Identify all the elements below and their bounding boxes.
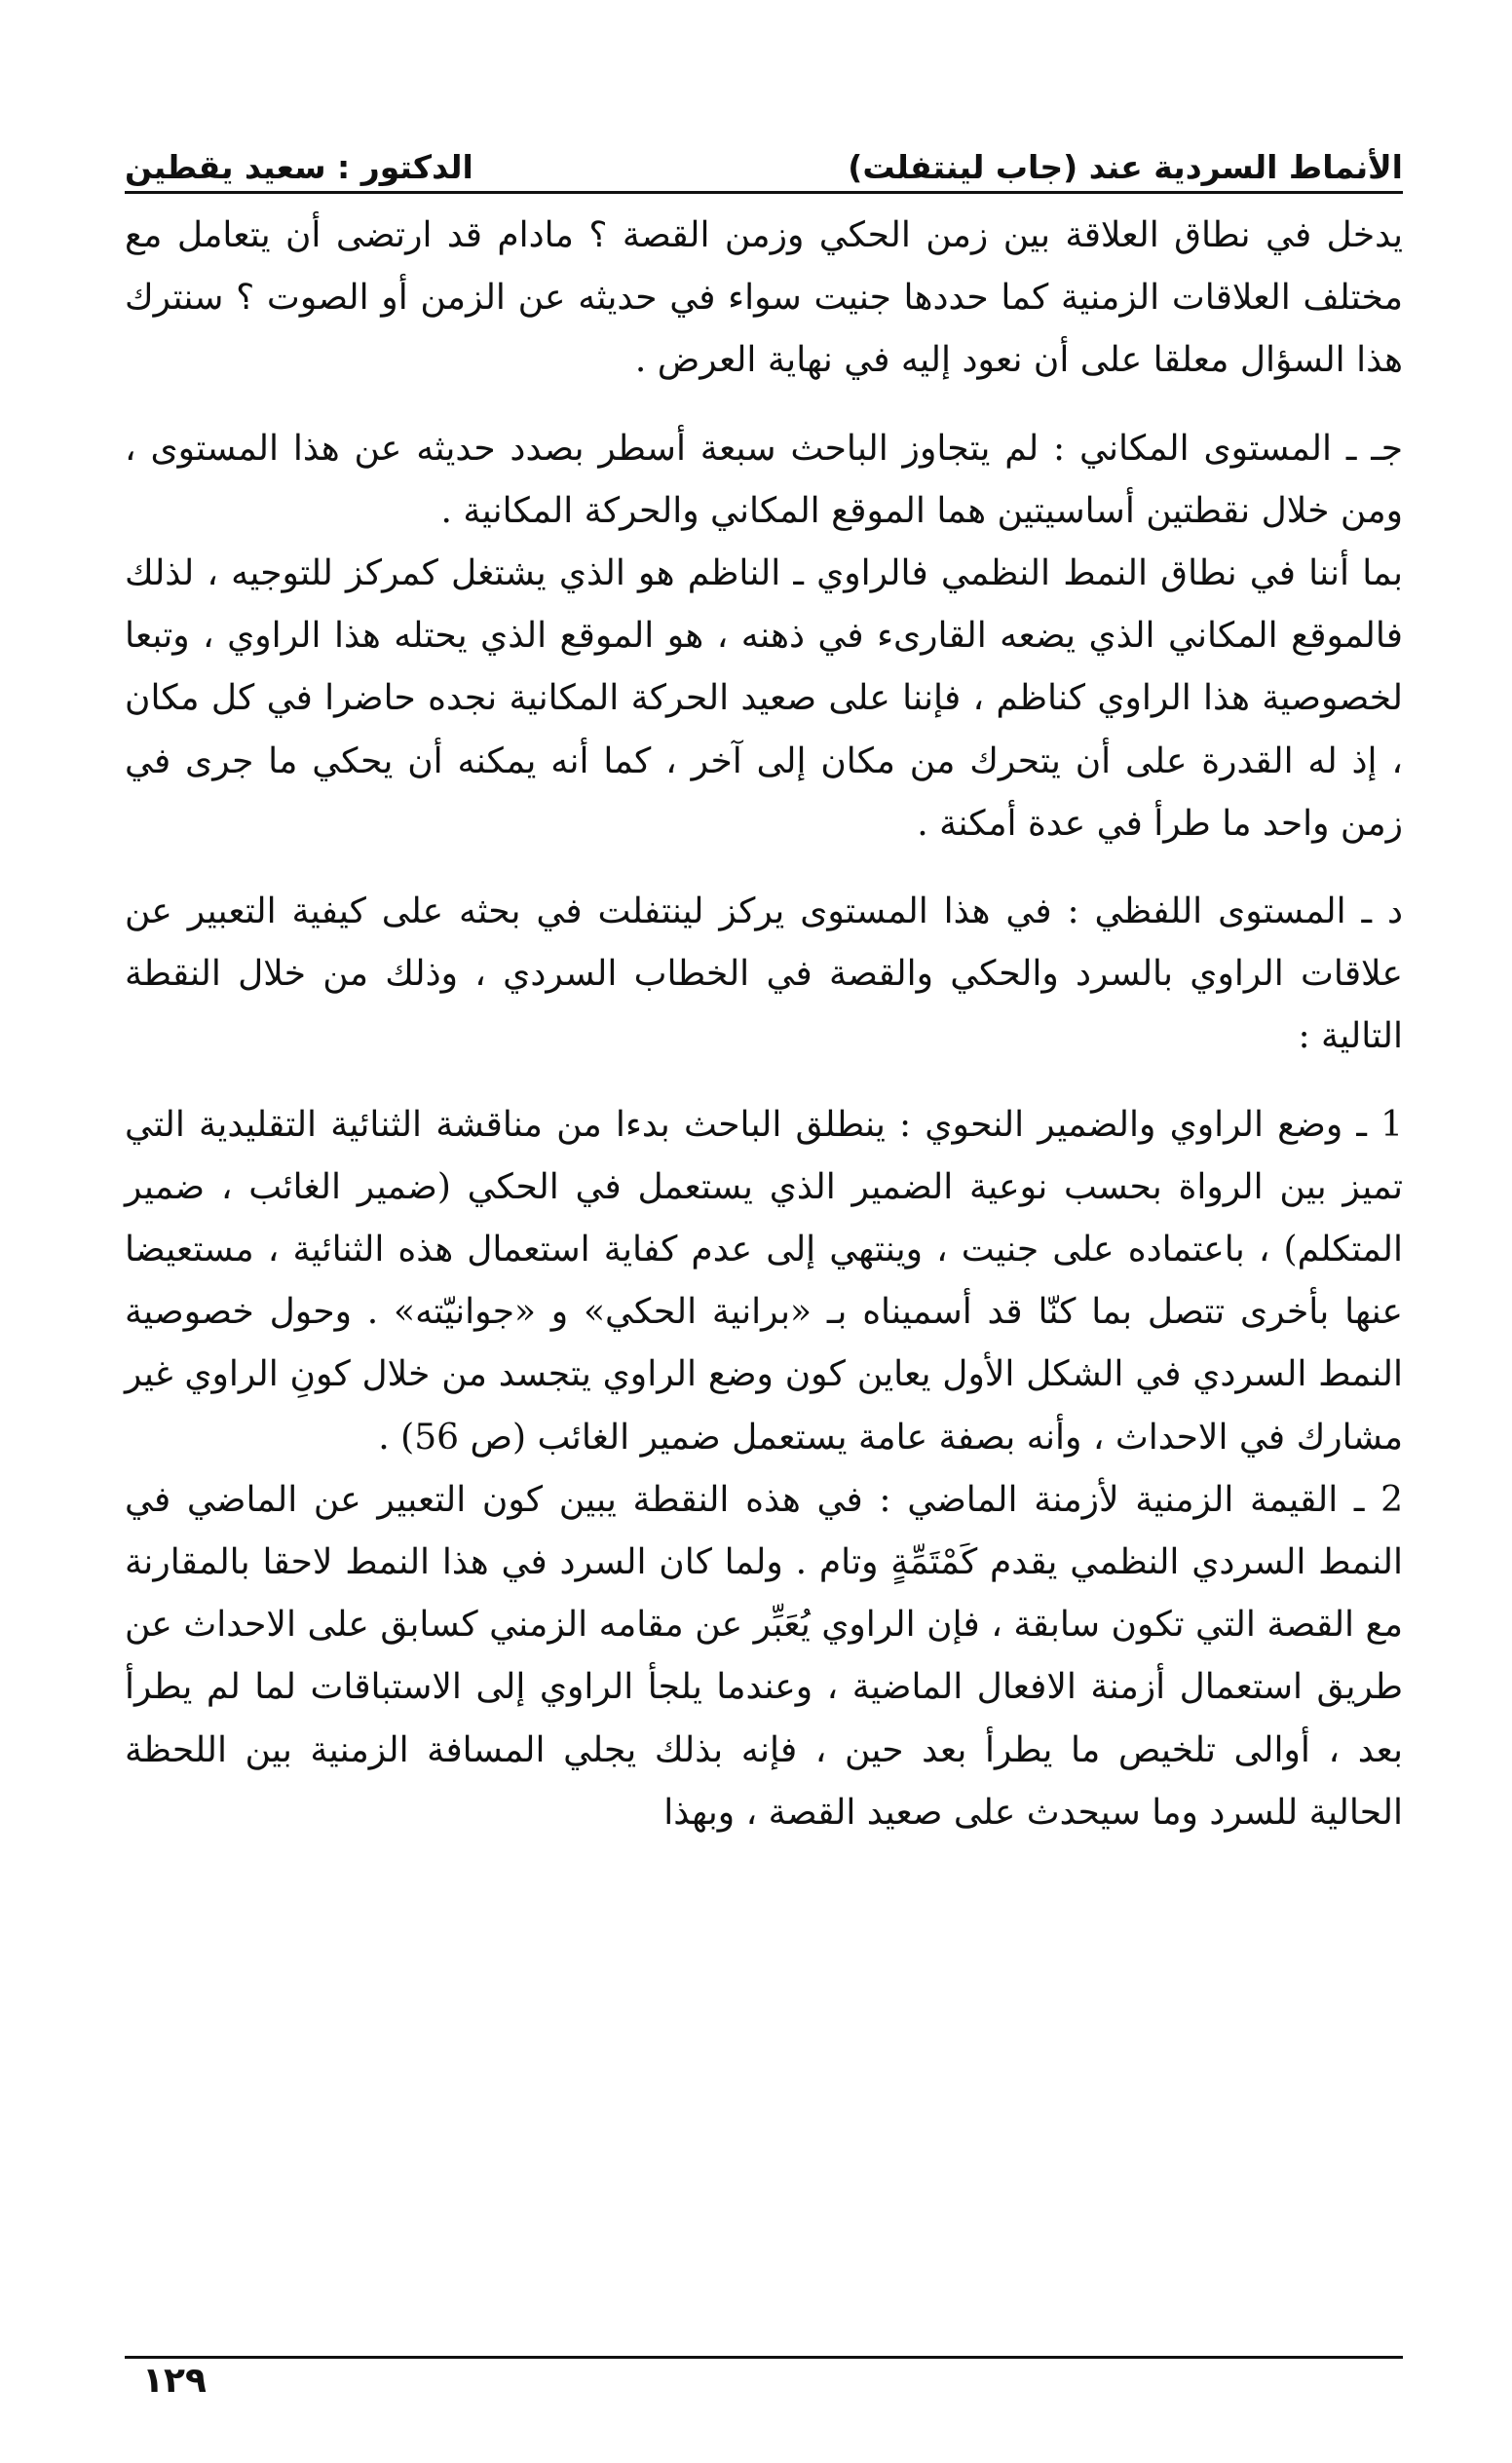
- paragraph-spatial-level: جـ ـ المستوى المكاني : لم يتجاوز الباحث سبعة أسطر بصدد حديثه عن هذا المستوى ، ومن خلال نقطتين أساسيتين هما الموقع المكاني والحركة المكانية .: [125, 428, 1403, 531]
- book-title: الأنماط السردية عند (جاب لينتفلت): [848, 148, 1403, 186]
- author-name: الدكتور : سعيد يقطين: [125, 148, 473, 186]
- header-divider: [125, 191, 1403, 194]
- paragraph-narrator-position: بما أننا في نطاق النمط النظمي فالراوي ـ الناظم هو الذي يشتغل كمركز للتوجيه ، لذلك فالموقع المكاني الذي يضعه القارىء في ذهنه ، هو الموقع الذي يحتله هذا الراوي ، وتبعا لخصوصية هذا الراوي كناظم ، فإننا على صعيد الحركة المكانية نجده حاضرا في كل مكان ، إذ له القدرة على أن يتحرك من مكان إلى آخر ، كما أنه يمكنه أن يحكي ما جرى في زمن واحد ما طرأ في عدة أمكنة .: [125, 553, 1403, 844]
- paragraph-gap: [125, 1069, 1403, 1094]
- paragraph-gap: [125, 393, 1403, 418]
- paragraph-point-1: 1 ـ وضع الراوي والضمير النحوي : ينطلق الباحث بدءا من مناقشة الثنائية التقليدية التي تميز بين الرواة بحسب نوعية الضمير الذي يستعمل في الحكي (ضمير الغائب ، ضمير المتكلم) ، باعتماده على جنيت ، وينتهي إلى عدم كفاية استعمال هذه الثنائية ، مستعيضا عنها بأخرى تتصل بما كنّا قد أسميناه بـ «برانية الحكي» و «جوانيّته» . وحول خصوصية النمط السردي في الشكل الأول يعاين كون وضع الراوي يتجسد من خلال كونِ الراوي غير مشارك في الاحداث ، وأنه بصفة عامة يستعمل ضمير الغائب (ص 56) .: [125, 1104, 1403, 1458]
- paragraph-point-2: 2 ـ القيمة الزمنية لأزمنة الماضي : في هذه النقطة يبين كون التعبير عن الماضي في النمط السردي النظمي يقدم كَمْتَمِّةٍ وتام . ولما كان السرد في هذا النمط لاحقا بالمقارنة مع القصة التي تكون سابقة ، فإن الراوي يُعَبِّر عن مقامه الزمني كسابق على الاحداث عن طريق استعمال أزمنة الافعال الماضية ، وعندما يلجأ الراوي إلى الاستباقات لما لم يطرأ بعد ، أوالى تلخيص ما يطرأ بعد حين ، فإنه بذلك يجلي المسافة الزمنية بين اللحظة الحالية للسرد وما سيحدث على صعيد القصة ، وبهذا: [125, 1479, 1403, 1833]
- paragraph-continuation: يدخل في نطاق العلاقة بين زمن الحكي وزمن القصة ؟ مادام قد ارتضى أن يتعامل مع مختلف العلاقات الزمنية كما حددها جنيت سواء في حديثه عن الزمن أو الصوت ؟ سنترك هذا السؤال معلقا على أن نعود إليه في نهاية العرض .: [125, 215, 1403, 381]
- footer-divider: [125, 2356, 1403, 2359]
- paragraph-gap: [125, 855, 1403, 881]
- body-text: [125, 205, 1403, 1844]
- page-number: ١٢٩: [142, 2361, 207, 2401]
- paragraph-verbal-level: د ـ المستوى اللفظي : في هذا المستوى يركز لينتفلت في بحثه على كيفية التعبير عن علاقات الراوي بالسرد والحكي والقصة في الخطاب السردي ، وذلك من خلال النقطة التالية :: [125, 891, 1403, 1057]
- running-header: [125, 115, 1403, 186]
